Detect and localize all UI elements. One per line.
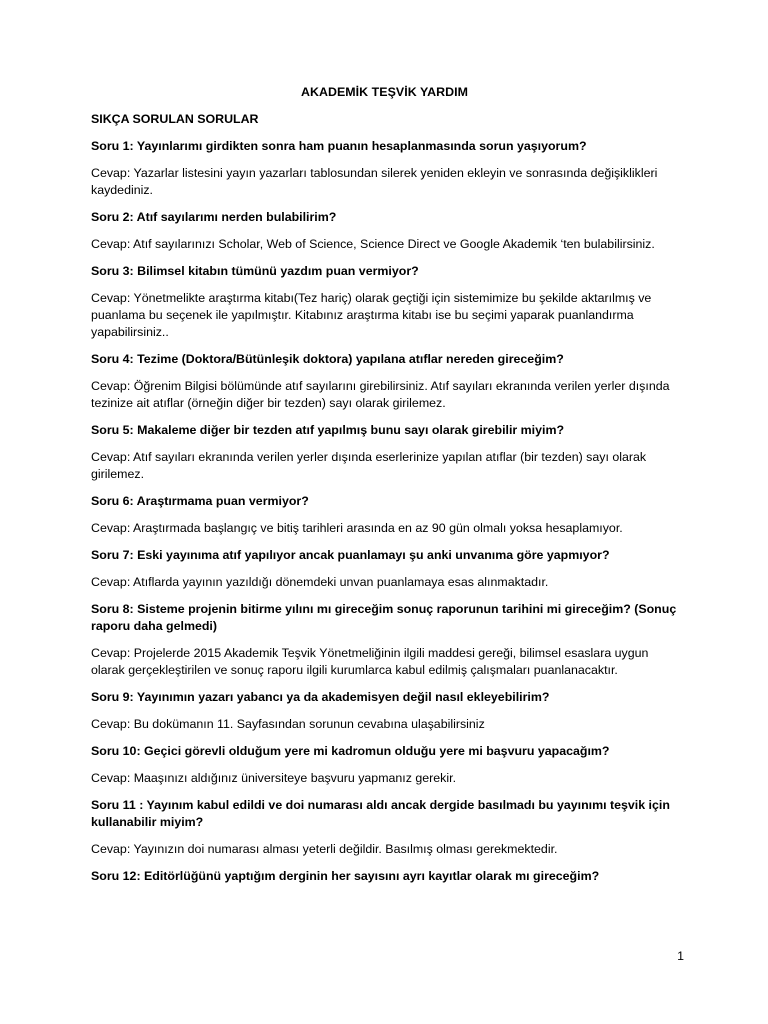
faq-question: Soru 7: Eski yayınıma atıf yapılıyor ancak puanlamayı şu anki unvanıma göre yapmıyor? <box>91 548 610 562</box>
faq-question: Soru 10: Geçici görevli olduğum yere mi kadromun olduğu yere mi başvuru yapacağım? <box>91 744 610 758</box>
faq-question: Soru 5: Makaleme diğer bir tezden atıf yapılmış bunu sayı olarak girebilir miyim? <box>91 423 565 437</box>
faq-item-5 <box>91 422 678 483</box>
faq-answer: Cevap: Öğrenim Bilgisi bölümünde atıf sayılarını girebilirsiniz. Atıf sayıları ekranında verilen yerler dışında tezinize ait atıflar (örneğin diğer bir tezden) sayı olarak girilemez. <box>91 379 670 410</box>
faq-question: Soru 1: Yayınlarımı girdikten sonra ham puanın hesaplanmasında sorun yaşıyorum? <box>91 139 587 153</box>
faq-answer: Cevap: Yazarlar listesini yayın yazarları tablosundan silerek yeniden ekleyin ve sonrasında değişiklikleri kaydediniz. <box>91 166 658 197</box>
document-subtitle: SIKÇA SORULAN SORULAR <box>91 112 259 126</box>
faq-item-8 <box>91 601 678 679</box>
faq-item-4 <box>91 351 678 412</box>
faq-answer: Cevap: Atıf sayıları ekranında verilen yerler dışında eserlerinize yapılan atıflar (bir tezden) sayı olarak girilemez. <box>91 450 647 481</box>
faq-question: Soru 2: Atıf sayılarımı nerden bulabilirim? <box>91 210 337 224</box>
faq-answer: Cevap: Bu dokümanın 11. Sayfasından sorunun cevabına ulaşabilirsiniz <box>91 717 485 731</box>
faq-question: Soru 9: Yayınımın yazarı yabancı ya da akademisyen değil nasıl ekleyebilirim? <box>91 690 550 704</box>
faq-item-3 <box>91 263 678 341</box>
page-number: 1 <box>677 949 684 963</box>
faq-question: Soru 4: Tezime (Doktora/Bütünleşik doktora) yapılana atıflar nereden gireceğim? <box>91 352 564 366</box>
faq-item-6 <box>91 493 678 537</box>
faq-answer: Cevap: Atıflarda yayının yazıldığı dönemdeki unvan puanlamaya esas alınmaktadır. <box>91 575 549 589</box>
faq-answer: Cevap: Projelerde 2015 Akademik Teşvik Yönetmeliğinin ilgili maddesi gereği, bilimsel esaslara uygun olarak gerçekleştirilen ve sonuç raporu ilgili kurumlarca kabul edilmiş çalışmaları puanlanacaktır. <box>91 646 649 677</box>
faq-item-10 <box>91 743 678 787</box>
faq-answer: Cevap: Maaşınızı aldığınız üniversiteye başvuru yapmanız gerekir. <box>91 771 457 785</box>
faq-item-9 <box>91 689 678 733</box>
faq-answer: Cevap: Atıf sayılarınızı Scholar, Web of Science, Science Direct ve Google Akademik ‘ten bulabilirsiniz. <box>91 237 655 251</box>
faq-item-11 <box>91 797 678 858</box>
faq-question: Soru 8: Sisteme projenin bitirme yılını mı gireceğim sonuç raporunun tarihini mi gireceğim? (Sonuç raporu daha gelmedi) <box>91 602 677 633</box>
faq-item-12 <box>91 868 678 885</box>
faq-question: Soru 6: Araştırmama puan vermiyor? <box>91 494 309 508</box>
faq-question: Soru 12: Editörlüğünü yaptığım derginin her sayısını ayrı kayıtlar olarak mı gireceğim? <box>91 869 600 883</box>
faq-item-1 <box>91 138 678 199</box>
faq-item-2 <box>91 209 678 253</box>
faq-question: Soru 11 : Yayınım kabul edildi ve doi numarası aldı ancak dergide basılmadı bu yayınımı teşvik için kullanabilir miyim? <box>91 798 670 829</box>
faq-answer: Cevap: Yayınızın doi numarası alması yeterli değildir. Basılmış olması gerekmektedir. <box>91 842 558 856</box>
faq-question: Soru 3: Bilimsel kitabın tümünü yazdım puan vermiyor? <box>91 264 419 278</box>
faq-item-7 <box>91 547 678 591</box>
faq-answer: Cevap: Araştırmada başlangıç ve bitiş tarihleri arasında en az 90 gün olmalı yoksa hesaplamıyor. <box>91 521 623 535</box>
document-title: AKADEMİK TEŞVİK YARDIM <box>300 85 469 99</box>
faq-answer: Cevap: Yönetmelikte araştırma kitabı(Tez hariç) olarak geçtiği için sistemimize bu şekilde aktarılmış ve puanlama bu seçenek ile yapılmıştır. Kitabınız araştırma kitabı ise bu seçimi yaparak puanlandırma yapabilirsiniz.. <box>91 291 652 339</box>
